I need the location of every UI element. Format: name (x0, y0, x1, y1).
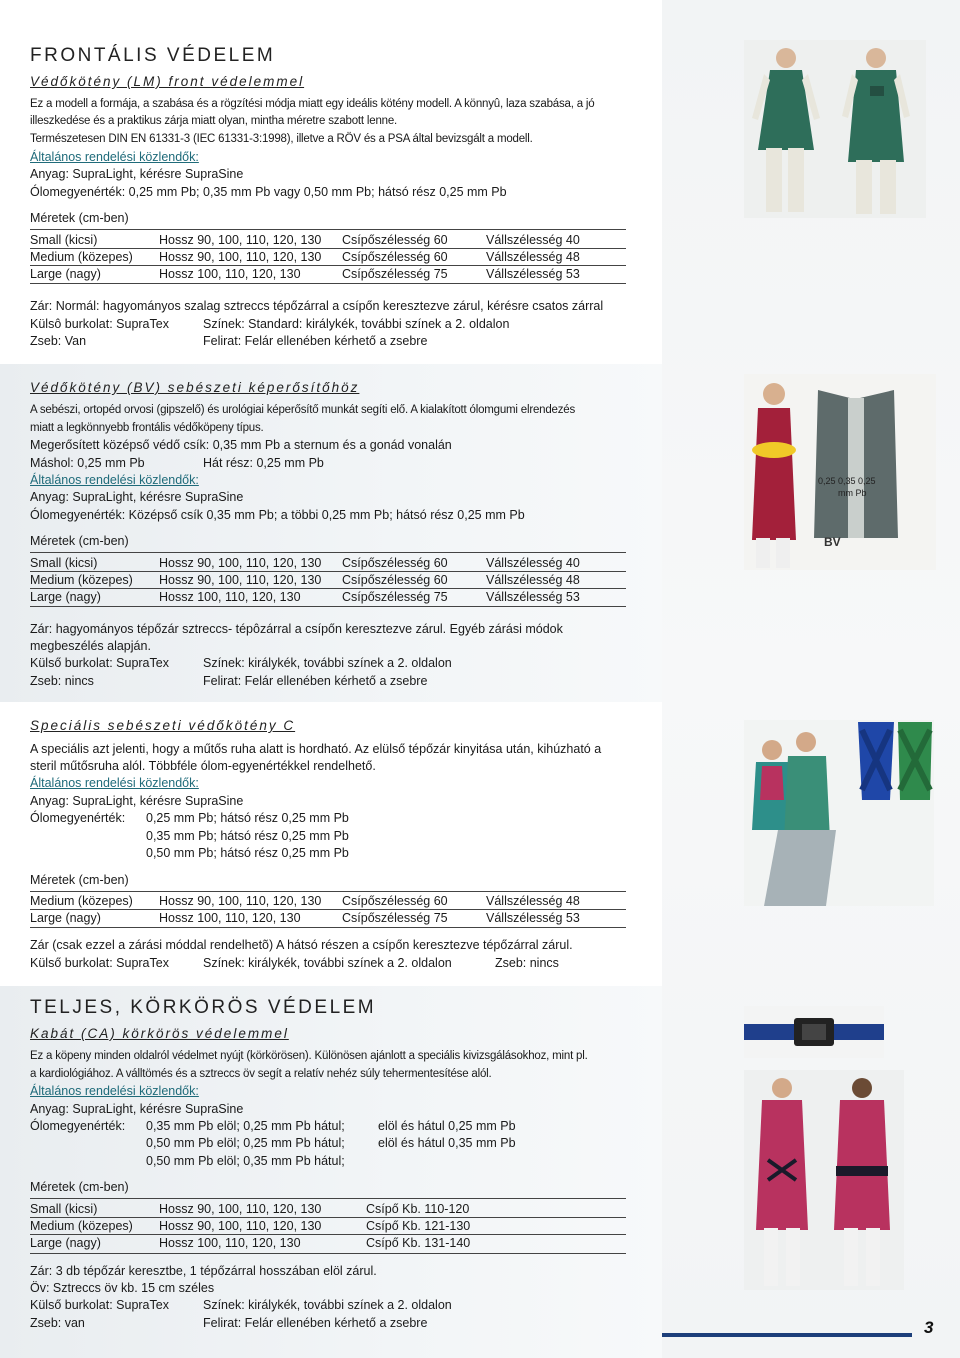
colors-text: Színek: királykék, további színek a 2. oldalon (203, 956, 452, 970)
outer-cover-text: Külső burkolat: SupraTex (30, 956, 169, 970)
colors-text: Színek: királykék, további színek a 2. oldalon (203, 656, 452, 670)
bv-label: BV (824, 535, 841, 549)
outer-cover-text: Külső burkolat: SupraTex (30, 656, 169, 670)
strip-label: 0,25 0,35 0,25 (818, 476, 876, 486)
apron-gray-strip (814, 390, 898, 549)
hip-cell: Csípő Kb. 131-140 (366, 1236, 471, 1250)
colors-text: Színek: királykék, további színek a 2. oldalon (203, 1298, 452, 1312)
closure-text: Zár: 3 db tépőzár keresztbe, 1 tépőzárral hosszában elöl zárul. (30, 1264, 377, 1278)
table-rule (30, 1253, 626, 1254)
hip-cell: Csípőszélesség 60 (342, 556, 448, 570)
strip-unit-label: mm Pb (838, 488, 867, 498)
table-rule (30, 1234, 626, 1235)
closure-text: Zár: Normál: hagyományos szalag sztreccs tépőzárral a csípőn keresztezve zárul, kérésre csatos zárral (30, 299, 604, 313)
lm-apron-photo (744, 40, 926, 218)
hip-cell: Csípőszélesség 75 (342, 590, 448, 604)
center-strip-text: Megerősített középső védő csík: 0,35 mm Pb a sternum és a gonád vonalán (30, 438, 452, 452)
paragraph-line: illeszkedése és a praktikus zárja miatt olyan, mintha méretre szabott lenne. (30, 115, 398, 127)
shoulder-cell: Vállszélesség 48 (486, 250, 580, 264)
length-cell: Hossz 100, 110, 120, 130 (159, 590, 301, 604)
size-cell: Medium (közepes) (30, 250, 133, 264)
material-text: Anyag: SupraLight, kérésre SupraSine (30, 167, 244, 181)
subheading-ca: Kabát (CA) körkörös védelemmel (30, 1026, 289, 1041)
paragraph-line: A speciális azt jelenti, hogy a műtős ruha alatt is hordható. Az elülső tépőzár kinyitása után, kihúzható a (30, 742, 602, 756)
shoulder-cell: Vállszélesség 48 (486, 894, 580, 908)
hip-cell: Csípőszélesség 60 (342, 233, 448, 247)
paragraph-line: A sebészi, ortopéd orvosi (gipszelő) és urológiai képerősítő munkát segíti elő. A kialakított ólomgumi elrendezés (30, 404, 576, 416)
size-cell: Medium (közepes) (30, 894, 133, 908)
size-cell: Small (kicsi) (30, 1202, 98, 1216)
lead-equivalent-option: elöl és hátul 0,35 mm Pb (378, 1136, 516, 1150)
shoulder-cell: Vállszélesség 40 (486, 556, 580, 570)
hip-cell: Csípőszélesség 75 (342, 267, 448, 281)
sizes-heading: Méretek (cm-ben) (30, 873, 129, 887)
paragraph-line: Ez a köpeny minden oldalról védelmet nyújt (körkörösen). Különösen ajánlott a speciális kivizsgálásokhoz, mint pl. (30, 1050, 588, 1062)
footer-bar (662, 1333, 912, 1337)
size-cell: Medium (közepes) (30, 1219, 133, 1233)
subheading-c: Speciális sebészeti védőkötény C (30, 718, 296, 733)
heading-frontalis: FRONTÁLIS VÉDELEM (30, 45, 276, 66)
lead-equivalent-option: 0,25 mm Pb; hátsó rész 0,25 mm Pb (146, 811, 349, 825)
lead-equivalent-option: elöl és hátul 0,25 mm Pb (378, 1119, 516, 1133)
subheading-lm: Védőkötény (LM) front védelemmel (30, 74, 305, 89)
paragraph-line: steril műtősruha alól. Többféle ólom-egyenértékkel rendelhető. (30, 759, 376, 773)
pocket-text: Zseb: nincs (30, 674, 94, 688)
outer-cover-text: Külsô burkolat: SupraTex (30, 317, 169, 331)
order-info-heading: Általános rendelési közlendők: (30, 776, 199, 790)
sizes-heading: Méretek (cm-ben) (30, 1180, 129, 1194)
heading-teljes: TELJES, KÖRKÖRÖS VÉDELEM (30, 997, 377, 1018)
length-cell: Hossz 90, 100, 110, 120, 130 (159, 573, 322, 587)
material-text: Anyag: SupraLight, kérésre SupraSine (30, 794, 244, 808)
length-cell: Hossz 100, 110, 120, 130 (159, 1236, 301, 1250)
size-cell: Large (nagy) (30, 1236, 101, 1250)
order-info-heading: Általános rendelési közlendők: (30, 150, 199, 164)
size-cell: Large (nagy) (30, 911, 101, 925)
hip-cell: Csípőszélesség 75 (342, 911, 448, 925)
table-rule (30, 283, 626, 284)
size-cell: Medium (közepes) (30, 573, 133, 587)
inscription-text: Felirat: Felár ellenében kérhető a zsebre (203, 674, 428, 688)
outer-cover-text: Külső burkolat: SupraTex (30, 1298, 169, 1312)
lead-equivalent-option: 0,50 mm Pb elöl; 0,25 mm Pb hátul; (146, 1136, 345, 1150)
lead-equivalent-option: 0,50 mm Pb elöl; 0,35 mm Pb hátul; (146, 1154, 345, 1168)
hip-cell: Csípőszélesség 60 (342, 894, 448, 908)
shoulder-cell: Vállszélesség 53 (486, 911, 580, 925)
shoulder-cell: Vállszélesség 48 (486, 573, 580, 587)
table-rule (30, 891, 626, 892)
hip-cell: Csípőszélesség 60 (342, 573, 448, 587)
length-cell: Hossz 90, 100, 110, 120, 130 (159, 556, 322, 570)
lead-equivalent-option: 0,35 mm Pb elöl; 0,25 mm Pb hátul; (146, 1119, 345, 1133)
table-rule (30, 606, 626, 607)
table-rule (30, 1198, 626, 1199)
subheading-bv: Védőkötény (BV) sebészeti képerősítőhöz (30, 380, 360, 395)
belt-text: Öv: Sztreccs öv kb. 15 cm széles (30, 1281, 215, 1295)
table-rule (30, 927, 626, 928)
paragraph-line: Ez a modell a formája, a szabása és a rögzítési módja miatt egy ideális kötény modell. A könnyû, laza szabása, a jó (30, 98, 595, 110)
lead-equivalent-text: Ólomegyenérték: 0,25 mm Pb; 0,35 mm Pb vagy 0,50 mm Pb; hátsó rész 0,25 mm Pb (30, 185, 507, 199)
length-cell: Hossz 90, 100, 110, 120, 130 (159, 250, 322, 264)
colors-text: Színek: Standard: királykék, további színek a 2. oldalon (203, 317, 510, 331)
pocket-text: Zseb: Van (30, 334, 87, 348)
belt-buckle-photo (744, 1006, 884, 1058)
pocket-text: Zseb: nincs (495, 956, 559, 970)
back-part-text: Hát rész: 0,25 mm Pb (203, 456, 324, 470)
length-cell: Hossz 90, 100, 110, 120, 130 (159, 233, 322, 247)
elsewhere-text: Máshol: 0,25 mm Pb (30, 456, 145, 470)
material-text: Anyag: SupraLight, kérésre SupraSine (30, 490, 244, 504)
apron-green (898, 722, 932, 800)
ca-coat-photo (744, 1070, 904, 1290)
hip-cell: Csípőszélesség 60 (342, 250, 448, 264)
shoulder-cell: Vállszélesség 53 (486, 590, 580, 604)
lead-equivalent-option: 0,50 mm Pb; hátsó rész 0,25 mm Pb (146, 846, 349, 860)
lead-equivalent-option: 0,35 mm Pb; hátsó rész 0,25 mm Pb (146, 829, 349, 843)
table-rule (30, 229, 626, 230)
shoulder-cell: Vállszélesség 40 (486, 233, 580, 247)
size-cell: Small (kicsi) (30, 233, 98, 247)
shoulder-cell: Vállszélesség 53 (486, 267, 580, 281)
page-number: 3 (924, 1318, 934, 1337)
hip-cell: Csípő Kb. 121-130 (366, 1219, 471, 1233)
length-cell: Hossz 90, 100, 110, 120, 130 (159, 1219, 322, 1233)
closure-text: Zár (csak ezzel a zárási móddal rendelhetõ) A hátsó részen a csípőn keresztezve tépőzárral zárul. (30, 938, 573, 952)
order-info-heading: Általános rendelési közlendők: (30, 473, 199, 487)
size-cell: Large (nagy) (30, 267, 101, 281)
order-info-heading: Általános rendelési közlendők: (30, 1084, 199, 1098)
apron-blue (858, 722, 894, 800)
table-rule (30, 552, 626, 553)
material-text: Anyag: SupraLight, kérésre SupraSine (30, 1102, 244, 1116)
size-cell: Small (kicsi) (30, 556, 98, 570)
length-cell: Hossz 90, 100, 110, 120, 130 (159, 1202, 322, 1216)
hip-cell: Csípő Kb. 110-120 (366, 1202, 470, 1216)
paragraph-line: miatt a legkönnyebb frontális védőköpeny típus. (30, 422, 264, 434)
lead-equivalent-label: Ólomegyenérték: (30, 1119, 126, 1133)
size-cell: Large (nagy) (30, 590, 101, 604)
c-apron-photo (744, 720, 934, 906)
closure-text: Zár: hagyományos tépőzár sztreccs- tépôzárral a csípőn keresztezve zárul. Egyéb zárási módok (30, 622, 563, 636)
paragraph-line: a kardiológiához. A válltömés és a sztreccs öv segít a relatív nehéz súly tehermentesítése alól. (30, 1068, 492, 1080)
length-cell: Hossz 100, 110, 120, 130 (159, 911, 301, 925)
lead-equivalent-text: Ólomegyenérték: Középső csík 0,35 mm Pb; a többi 0,25 mm Pb; hátsó rész 0,25 mm Pb (30, 508, 525, 522)
length-cell: Hossz 100, 110, 120, 130 (159, 267, 301, 281)
pocket-text: Zseb: van (30, 1316, 85, 1330)
sizes-heading: Méretek (cm-ben) (30, 534, 129, 548)
length-cell: Hossz 90, 100, 110, 120, 130 (159, 894, 322, 908)
inscription-text: Felirat: Felár ellenében kérhető a zsebre (203, 1316, 428, 1330)
bv-apron-photo (744, 374, 936, 570)
closure-text: megbeszélés alapján. (30, 639, 151, 653)
sizes-heading: Méretek (cm-ben) (30, 211, 129, 225)
inscription-text: Felirat: Felár ellenében kérhető a zsebre (203, 334, 428, 348)
paragraph-line: Természetesen DIN EN 61331-3 (IEC 61331-3:1998), illetve a RÖV és a PSA által bevizsgált a modell. (30, 133, 533, 145)
lead-equivalent-label: Ólomegyenérték: (30, 811, 126, 825)
